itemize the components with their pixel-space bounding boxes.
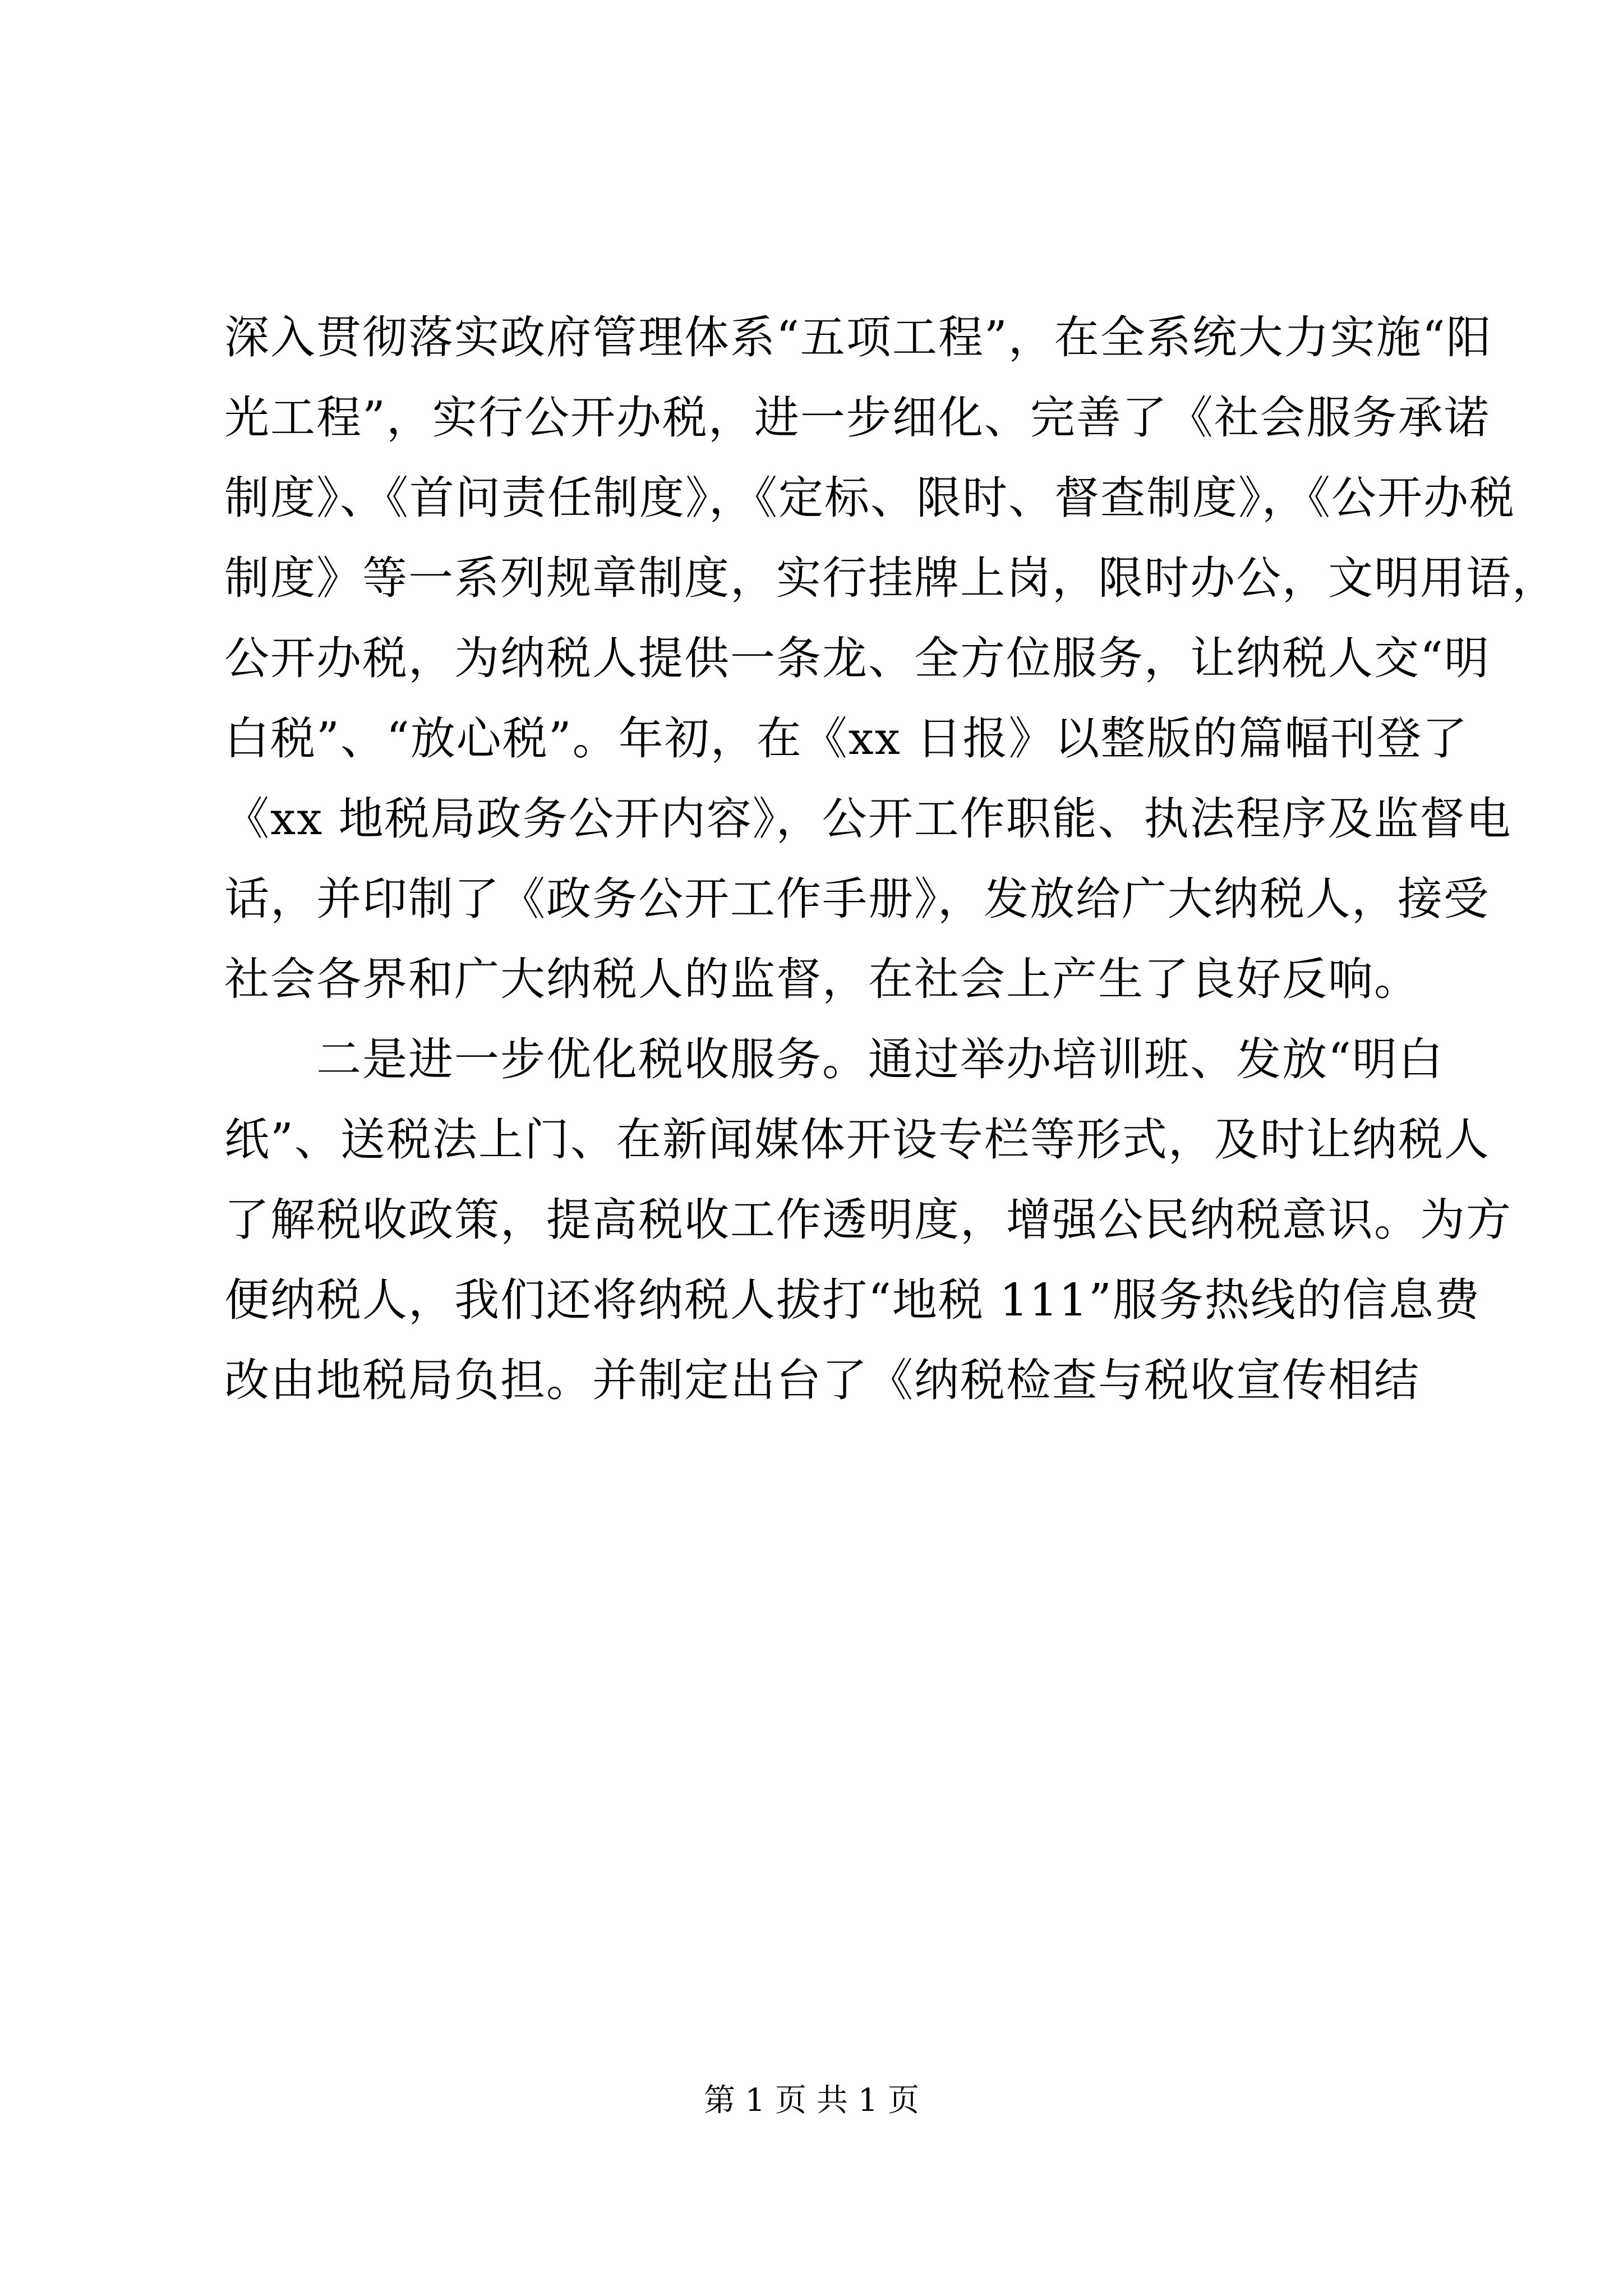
text-line: 改由地税局负担。并制定出台了《纳税检查与税收宣传相结 [224, 1354, 1420, 1406]
document-body [224, 297, 1558, 1420]
text-line: 光工程”，实行公开办税，进一步细化、完善了《社会服务承诺 [224, 392, 1490, 444]
text-line: 制度》、《首问责任制度》，《定标、限时、督查制度》，《公开办税 [224, 472, 1515, 524]
text-line: 二是进一步优化税收服务。通过举办培训班、发放“明白 [224, 1033, 1444, 1085]
text-line: 话，并印制了《政务公开工作手册》，发放给广大纳税人，接受 [224, 873, 1490, 925]
text-line: 了解税收政策，提高税收工作透明度，增强公民纳税意识。为方 [224, 1194, 1512, 1246]
page-footer: 第 1 页 共 1 页 [703, 2082, 920, 2119]
text-line: 《xx 地税局政务公开内容》，公开工作职能、执法程序及监督电 [224, 793, 1512, 845]
text-line: 公开办税，为纳税人提供一条龙、全方位服务，让纳税人交“明 [224, 632, 1490, 684]
text-line: 深入贯彻落实政府管理体系“五项工程”，在全系统大力实施“阳 [224, 311, 1492, 364]
text-line: 纸”、送税法上门、在新闻媒体开设专栏等形式，及时让纳税人 [224, 1114, 1490, 1166]
text-line: 白税”、“放心税”。年初，在《xx 日报》以整版的篇幅刊登了 [224, 712, 1469, 765]
text-line: 社会各界和广大纳税人的监督，在社会上产生了良好反响。 [224, 953, 1420, 1005]
text-line: 便纳税人，我们还将纳税人拔打“地税 111”服务热线的信息费 [224, 1274, 1481, 1326]
text-line: 制度》等一系列规章制度，实行挂牌上岗，限时办公，文明用语， [224, 552, 1558, 604]
